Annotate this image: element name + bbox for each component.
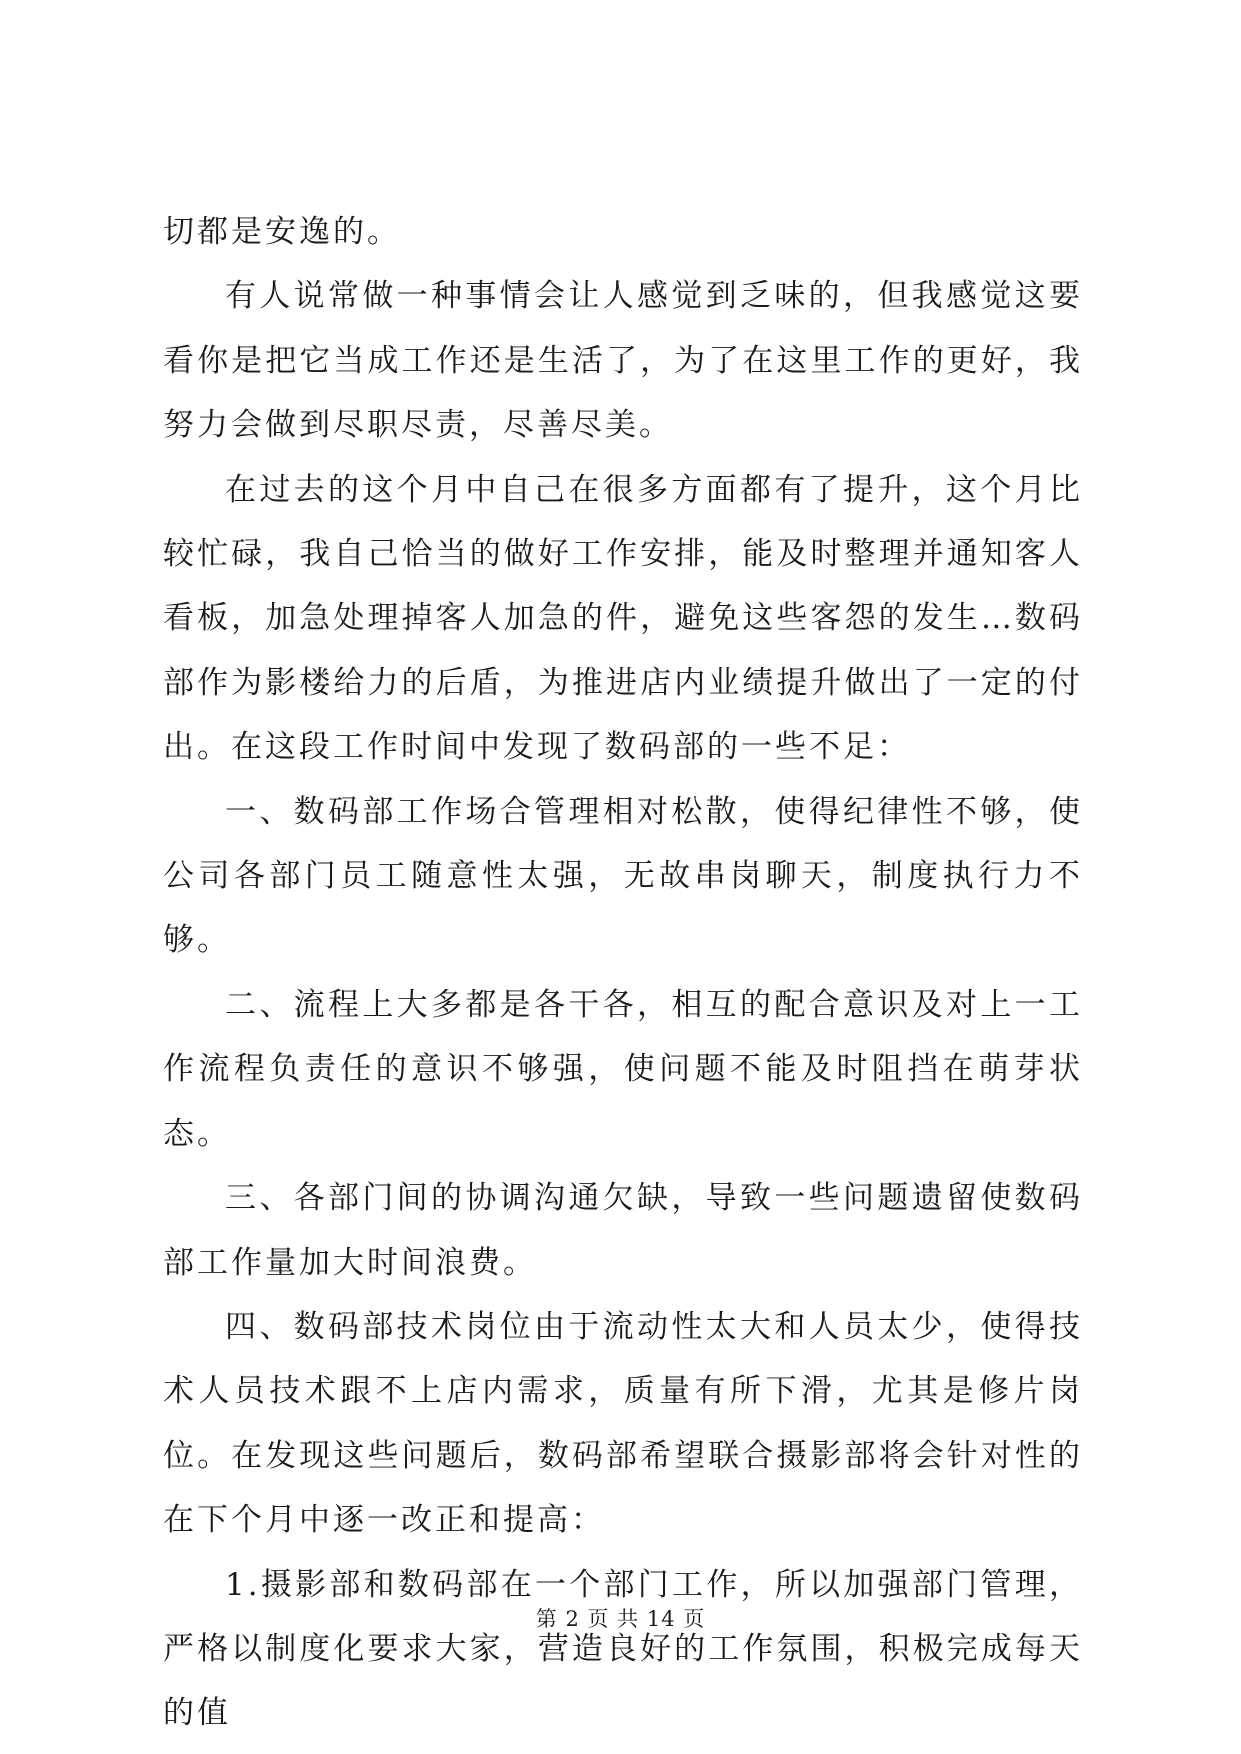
list-item: 1.摄影部和数码部在一个部门工作，所以加强部门管理，严格以制度化要求大家，营造良好的工作氛围，积极完成每天的值 <box>163 1566 1083 1732</box>
paragraph-continuation: 切都是安逸的。 <box>163 214 401 250</box>
list-item: 二、流程上大多都是各干各，相互的配合意识及对上一工作流程负责任的意识不够强，使问题不能及时阻挡在萌芽状态。 <box>163 986 1083 1152</box>
paragraph: 有人说常做一种事情会让人感觉到乏味的，但我感觉这要看你是把它当成工作还是生活了，为了在这里工作的更好，我努力会做到尽职尽责，尽善尽美。 <box>163 278 1083 444</box>
list-item: 三、各部门间的协调沟通欠缺，导致一些问题遗留使数码部工作量加大时间浪费。 <box>163 1180 1083 1281</box>
document-body <box>163 200 1083 1746</box>
paragraph: 在过去的这个月中自己在很多方面都有了提升，这个月比较忙碌，我自己恰当的做好工作安排，能及时整理并通知客人看板，加急处理掉客人加急的件，避免这些客怨的发生…数码部作为影楼给力的后盾，为推进店内业绩提升做出了一定的付出。在这段工作时间中发现了数码部的一些不足： <box>163 471 1083 766</box>
list-item: 四、数码部技术岗位由于流动性太大和人员太少，使得技术人员技术跟不上店内需求，质量有所下滑，尤其是修片岗位。在发现这些问题后，数码部希望联合摄影部将会针对性的在下个月中逐一改正和提高： <box>163 1308 1083 1539</box>
list-item: 一、数码部工作场合管理相对松散，使得纪律性不够，使公司各部门员工随意性太强，无故串岗聊天，制度执行力不够。 <box>163 793 1083 959</box>
page-number: 第 2 页 共 14 页 <box>535 1607 706 1631</box>
